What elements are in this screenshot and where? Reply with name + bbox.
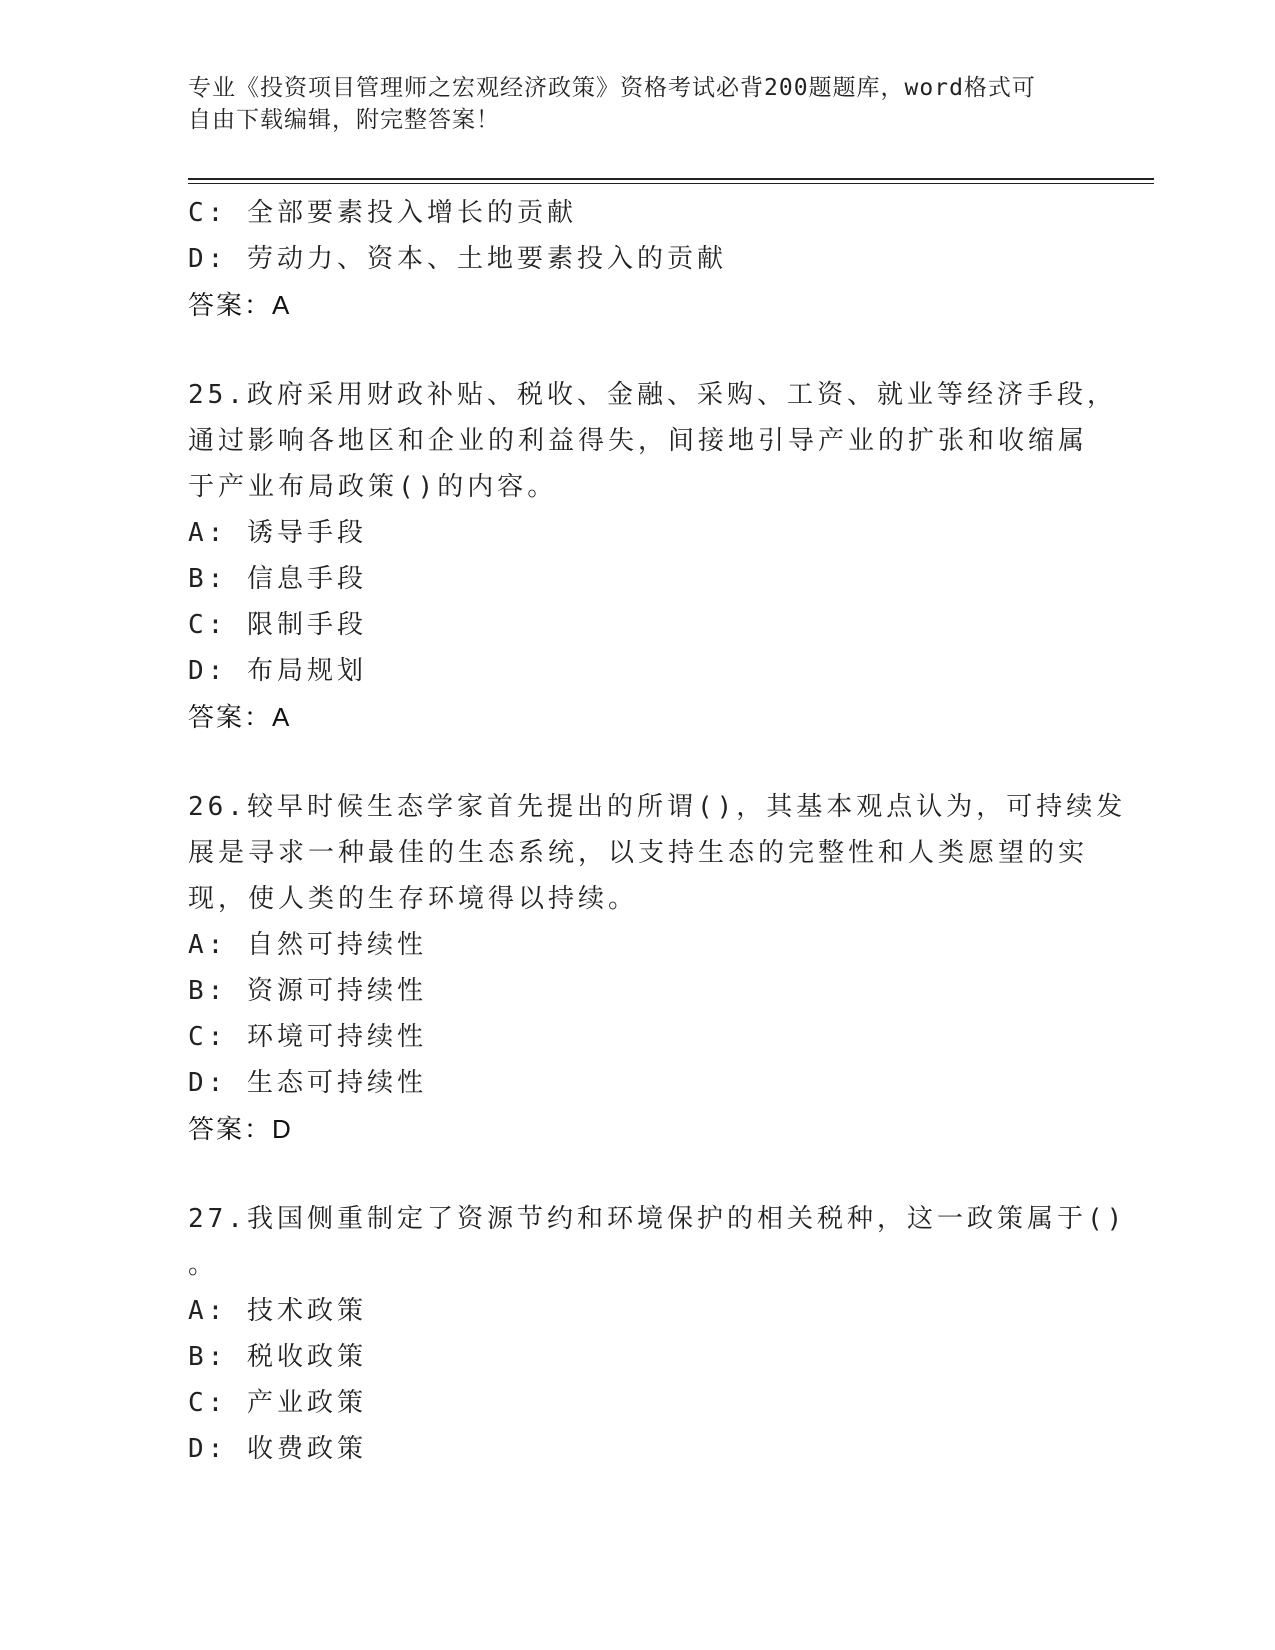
stem-line: 现，使人类的生存环境得以持续。 xyxy=(188,884,639,914)
question-25-block xyxy=(188,372,1117,740)
option-text: 信息手段 xyxy=(246,564,367,594)
option-text: 全部要素投入增长的贡献 xyxy=(246,198,577,228)
question-stem xyxy=(188,784,1127,922)
option-c xyxy=(188,1014,1088,1060)
option-letter: B: xyxy=(188,1342,228,1372)
document-header xyxy=(188,72,1068,136)
stem-line: 25.政府采用财政补贴、税收、金融、采购、工资、就业等经济手段， xyxy=(188,380,1117,410)
option-letter: A: xyxy=(188,930,228,960)
option-letter: C: xyxy=(188,1388,228,1418)
header-line-1: 专业《投资项目管理师之宏观经济政策》资格考试必背200题题库，word格式可 xyxy=(188,75,1036,101)
stem-line: 26.较早时候生态学家首先提出的所谓()，其基本观点认为，可持续发 xyxy=(188,792,1127,822)
option-letter: D: xyxy=(188,244,228,274)
option-letter: C: xyxy=(188,198,228,228)
stem-line: 展是寻求一种最佳的生态系统，以支持生态的完整性和人类愿望的实 xyxy=(188,838,1089,868)
option-text: 限制手段 xyxy=(246,610,367,640)
option-c xyxy=(188,190,1088,236)
option-letter: C: xyxy=(188,1022,228,1052)
option-letter: D: xyxy=(188,1434,228,1464)
option-text: 税收政策 xyxy=(246,1342,367,1372)
header-divider-bottom xyxy=(188,183,1154,184)
header-line-2: 自由下载编辑，附完整答案！ xyxy=(188,107,500,133)
spacer xyxy=(188,1152,1088,1196)
option-d xyxy=(188,1426,1088,1472)
option-d xyxy=(188,648,1088,694)
option-d xyxy=(188,1060,1088,1106)
option-c xyxy=(188,1380,1088,1426)
stem-line: 于产业布局政策()的内容。 xyxy=(188,472,558,502)
question-26-block xyxy=(188,784,1127,1152)
answer-line: 答案：A xyxy=(188,290,292,320)
question-stem xyxy=(188,1196,1127,1288)
stem-line: 通过影响各地区和企业的利益得失，间接地引导产业的扩张和收缩属 xyxy=(188,426,1089,456)
question-content xyxy=(188,190,1127,1472)
option-text: 收费政策 xyxy=(246,1434,367,1464)
option-b xyxy=(188,556,1088,602)
answer-line: 答案：D xyxy=(188,1114,293,1144)
option-text: 劳动力、资本、土地要素投入的贡献 xyxy=(246,244,727,274)
answer-line: 答案：A xyxy=(188,702,292,732)
option-a xyxy=(188,1288,1088,1334)
option-b xyxy=(188,1334,1088,1380)
spacer xyxy=(188,740,1088,784)
stem-line: 。 xyxy=(188,1250,219,1280)
option-a xyxy=(188,922,1088,968)
option-b xyxy=(188,968,1088,1014)
stem-line: 27.我国侧重制定了资源节约和环境保护的相关税种，这一政策属于() xyxy=(188,1204,1127,1234)
option-text: 布局规划 xyxy=(246,656,367,686)
prev-question-block xyxy=(188,190,1088,328)
option-text: 生态可持续性 xyxy=(246,1068,427,1098)
option-text: 资源可持续性 xyxy=(246,976,427,1006)
option-c xyxy=(188,602,1088,648)
option-text: 技术政策 xyxy=(246,1296,367,1326)
option-a xyxy=(188,510,1088,556)
option-text: 诱导手段 xyxy=(246,518,367,548)
question-stem xyxy=(188,372,1117,510)
option-letter: D: xyxy=(188,1068,228,1098)
option-d xyxy=(188,236,1088,282)
option-letter: A: xyxy=(188,1296,228,1326)
option-letter: D: xyxy=(188,656,228,686)
option-text: 产业政策 xyxy=(246,1388,367,1418)
option-letter: A: xyxy=(188,518,228,548)
spacer xyxy=(188,328,1088,372)
question-27-block xyxy=(188,1196,1127,1472)
option-text: 自然可持续性 xyxy=(246,930,427,960)
header-divider-top xyxy=(188,178,1154,180)
option-letter: C: xyxy=(188,610,228,640)
option-letter: B: xyxy=(188,564,228,594)
option-text: 环境可持续性 xyxy=(246,1022,427,1052)
option-letter: B: xyxy=(188,976,228,1006)
